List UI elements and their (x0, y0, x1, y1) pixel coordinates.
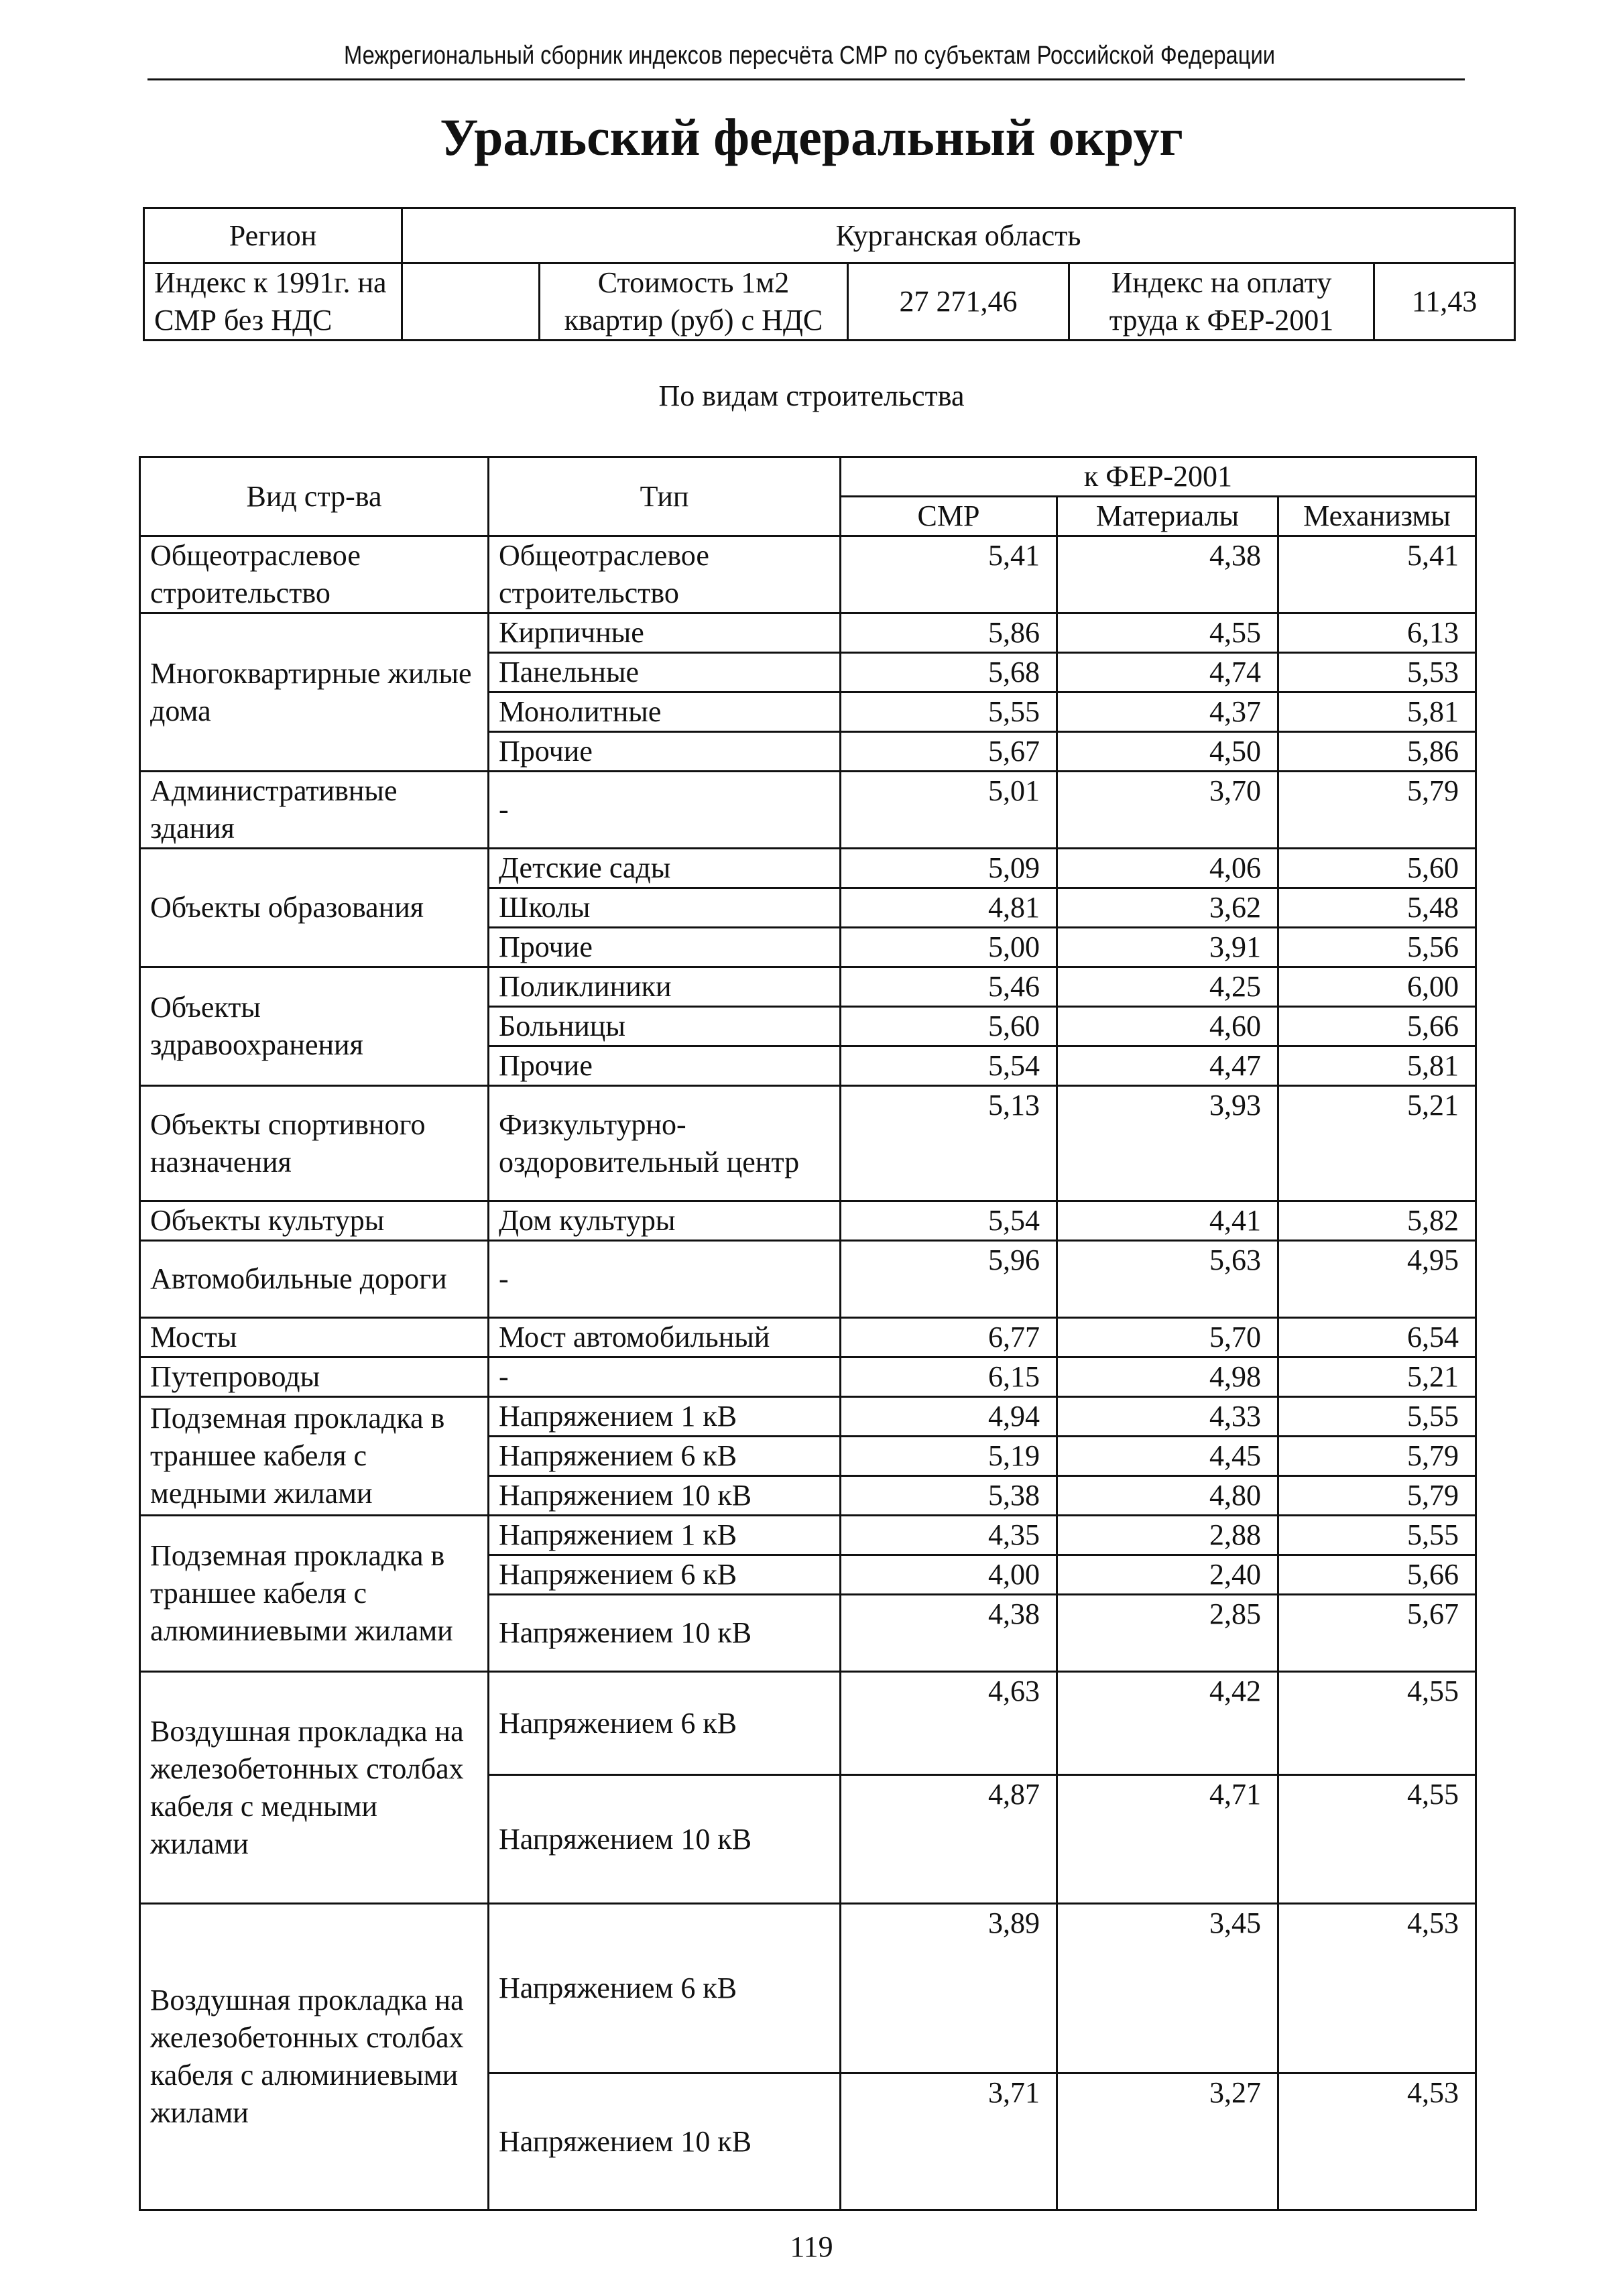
construction-type-cell: Больницы (489, 1007, 841, 1046)
mechanisms-index-cell: 5,56 (1278, 928, 1476, 967)
construction-kind-cell: Автомобильные дороги (140, 1241, 489, 1318)
mechanisms-index-cell: 5,60 (1278, 849, 1476, 888)
materials-index-cell: 3,93 (1057, 1086, 1278, 1201)
region-table (143, 207, 1516, 341)
smr-index-cell: 4,87 (841, 1775, 1057, 1904)
mechanisms-index-cell: 5,81 (1278, 692, 1476, 732)
smr-index-cell: 5,54 (841, 1046, 1057, 1086)
mechanisms-index-cell: 5,66 (1278, 1555, 1476, 1595)
smr-index-cell: 4,35 (841, 1516, 1057, 1555)
mechanisms-index-cell: 5,55 (1278, 1516, 1476, 1555)
header-fer-group: к ФЕР-2001 (841, 457, 1476, 497)
construction-type-cell: Напряжением 6 кВ (489, 1672, 841, 1775)
mechanisms-index-cell: 5,81 (1278, 1046, 1476, 1086)
smr-index-cell: 5,86 (841, 613, 1057, 653)
running-header: Межрегиональный сборник индексов пересчёта СМР по субъектам Российской Федерации (344, 42, 1275, 70)
materials-index-cell: 4,98 (1057, 1357, 1278, 1397)
mechanisms-index-cell: 5,53 (1278, 653, 1476, 692)
construction-type-cell: Мост автомобильный (489, 1318, 841, 1357)
table-row (140, 1397, 1476, 1437)
construction-type-cell: - (489, 1357, 841, 1397)
materials-index-cell: 2,40 (1057, 1555, 1278, 1595)
table-row (140, 1516, 1476, 1555)
materials-index-cell: 4,45 (1057, 1437, 1278, 1476)
construction-type-cell: Напряжением 10 кВ (489, 1595, 841, 1672)
construction-type-cell: - (489, 1241, 841, 1318)
smr-index-cell: 4,38 (841, 1595, 1057, 1672)
index-label: Индекс к 1991г. на СМР без НДС (144, 263, 402, 341)
construction-kind-cell: Воздушная прокладка на железобетонных столбах кабеля с алюминиевыми жилами (140, 1904, 489, 2210)
smr-index-cell: 5,38 (841, 1476, 1057, 1516)
smr-index-cell: 3,71 (841, 2073, 1057, 2210)
mechanisms-index-cell: 6,54 (1278, 1318, 1476, 1357)
construction-type-cell: Напряжением 10 кВ (489, 1476, 841, 1516)
materials-index-cell: 4,47 (1057, 1046, 1278, 1086)
construction-kind-cell: Объекты здравоохранения (140, 967, 489, 1086)
smr-index-cell: 5,67 (841, 732, 1057, 772)
construction-kind-cell: Объекты спортивного назначения (140, 1086, 489, 1201)
table-row (140, 1672, 1476, 1775)
smr-index-cell: 6,77 (841, 1318, 1057, 1357)
materials-index-cell: 4,38 (1057, 536, 1278, 613)
construction-kind-cell: Объекты образования (140, 849, 489, 967)
smr-index-cell: 5,00 (841, 928, 1057, 967)
materials-index-cell: 4,60 (1057, 1007, 1278, 1046)
smr-index-cell: 4,94 (841, 1397, 1057, 1437)
construction-type-cell: Общеотраслевое строительство (489, 536, 841, 613)
smr-index-cell: 5,19 (841, 1437, 1057, 1476)
smr-index-cell: 5,41 (841, 536, 1057, 613)
table-row (140, 967, 1476, 1007)
materials-index-cell: 4,80 (1057, 1476, 1278, 1516)
table-row (140, 1357, 1476, 1397)
construction-type-cell: Напряжением 1 кВ (489, 1516, 841, 1555)
table-row (140, 536, 1476, 613)
construction-type-cell: Монолитные (489, 692, 841, 732)
mechanisms-index-cell: 5,79 (1278, 772, 1476, 849)
materials-index-cell: 4,71 (1057, 1775, 1278, 1904)
construction-type-cell: Напряжением 1 кВ (489, 1397, 841, 1437)
construction-index-table (139, 456, 1477, 2211)
smr-index-cell: 4,63 (841, 1672, 1057, 1775)
mechanisms-index-cell: 5,21 (1278, 1357, 1476, 1397)
mechanisms-index-cell: 4,53 (1278, 2073, 1476, 2210)
region-label: Регион (144, 208, 402, 263)
mechanisms-index-cell: 5,86 (1278, 732, 1476, 772)
table-row (140, 1904, 1476, 2073)
header-kind: Вид стр-ва (140, 457, 489, 536)
construction-type-cell: Напряжением 6 кВ (489, 1555, 841, 1595)
header-type: Тип (489, 457, 841, 536)
construction-type-cell: Напряжением 6 кВ (489, 1437, 841, 1476)
construction-type-cell: Дом культуры (489, 1201, 841, 1241)
mechanisms-index-cell: 4,95 (1278, 1241, 1476, 1318)
materials-index-cell: 3,45 (1057, 1904, 1278, 2073)
construction-kind-cell: Административные здания (140, 772, 489, 849)
construction-kind-cell: Воздушная прокладка на железобетонных столбах кабеля с медными жилами (140, 1672, 489, 1904)
construction-kind-cell: Мосты (140, 1318, 489, 1357)
index-value (402, 263, 540, 341)
mechanisms-index-cell: 5,41 (1278, 536, 1476, 613)
construction-type-cell: Напряжением 6 кВ (489, 1904, 841, 2073)
table-row (140, 1241, 1476, 1318)
section-title: По видам строительства (658, 379, 965, 412)
labor-index-value: 11,43 (1374, 263, 1515, 341)
smr-index-cell: 5,60 (841, 1007, 1057, 1046)
smr-index-cell: 5,01 (841, 772, 1057, 849)
construction-type-cell: Прочие (489, 1046, 841, 1086)
table-row (140, 1201, 1476, 1241)
header-smr: СМР (841, 497, 1057, 536)
construction-kind-cell: Многоквартирные жилые дома (140, 613, 489, 772)
table-row (140, 1086, 1476, 1201)
materials-index-cell: 5,63 (1057, 1241, 1278, 1318)
construction-type-cell: Детские сады (489, 849, 841, 888)
materials-index-cell: 4,33 (1057, 1397, 1278, 1437)
labor-index-label: Индекс на оплату труда к ФЕР-2001 (1069, 263, 1374, 341)
mechanisms-index-cell: 5,66 (1278, 1007, 1476, 1046)
smr-index-cell: 4,00 (841, 1555, 1057, 1595)
mechanisms-index-cell: 5,79 (1278, 1476, 1476, 1516)
construction-type-cell: Прочие (489, 928, 841, 967)
region-value: Курганская область (402, 208, 1515, 263)
smr-index-cell: 5,68 (841, 653, 1057, 692)
table-row (140, 1318, 1476, 1357)
cost-label: Стоимость 1м2 квартир (руб) с НДС (540, 263, 848, 341)
smr-index-cell: 5,55 (841, 692, 1057, 732)
header-mechanisms: Механизмы (1278, 497, 1476, 536)
page-number: 119 (790, 2230, 833, 2263)
table-row (140, 849, 1476, 888)
mechanisms-index-cell: 6,13 (1278, 613, 1476, 653)
materials-index-cell: 4,55 (1057, 613, 1278, 653)
smr-index-cell: 5,96 (841, 1241, 1057, 1318)
mechanisms-index-cell: 5,79 (1278, 1437, 1476, 1476)
smr-index-cell: 6,15 (841, 1357, 1057, 1397)
smr-index-cell: 4,81 (841, 888, 1057, 928)
construction-type-cell: Напряжением 10 кВ (489, 1775, 841, 1904)
smr-index-cell: 5,46 (841, 967, 1057, 1007)
cost-value: 27 271,46 (848, 263, 1069, 341)
construction-kind-cell: Подземная прокладка в траншее кабеля с алюминиевыми жилами (140, 1516, 489, 1672)
materials-index-cell: 4,25 (1057, 967, 1278, 1007)
construction-type-cell: Напряжением 10 кВ (489, 2073, 841, 2210)
construction-type-cell: Физкультурно-оздоровительный центр (489, 1086, 841, 1201)
construction-type-cell: Панельные (489, 653, 841, 692)
mechanisms-index-cell: 5,48 (1278, 888, 1476, 928)
construction-type-cell: Поликлиники (489, 967, 841, 1007)
mechanisms-index-cell: 5,55 (1278, 1397, 1476, 1437)
mechanisms-index-cell: 5,82 (1278, 1201, 1476, 1241)
materials-index-cell: 4,42 (1057, 1672, 1278, 1775)
mechanisms-index-cell: 5,67 (1278, 1595, 1476, 1672)
construction-type-cell: Школы (489, 888, 841, 928)
materials-index-cell: 3,62 (1057, 888, 1278, 928)
materials-index-cell: 3,27 (1057, 2073, 1278, 2210)
materials-index-cell: 4,41 (1057, 1201, 1278, 1241)
mechanisms-index-cell: 4,55 (1278, 1775, 1476, 1904)
construction-kind-cell: Объекты культуры (140, 1201, 489, 1241)
construction-kind-cell: Путепроводы (140, 1357, 489, 1397)
smr-index-cell: 3,89 (841, 1904, 1057, 2073)
materials-index-cell: 3,91 (1057, 928, 1278, 967)
materials-index-cell: 3,70 (1057, 772, 1278, 849)
mechanisms-index-cell: 6,00 (1278, 967, 1476, 1007)
materials-index-cell: 5,70 (1057, 1318, 1278, 1357)
smr-index-cell: 5,54 (841, 1201, 1057, 1241)
construction-type-cell: - (489, 772, 841, 849)
materials-index-cell: 4,74 (1057, 653, 1278, 692)
smr-index-cell: 5,09 (841, 849, 1057, 888)
page-title: Уральский федеральный округ (440, 108, 1183, 166)
mechanisms-index-cell: 4,53 (1278, 1904, 1476, 2073)
materials-index-cell: 4,37 (1057, 692, 1278, 732)
construction-type-cell: Прочие (489, 732, 841, 772)
materials-index-cell: 2,85 (1057, 1595, 1278, 1672)
construction-type-cell: Кирпичные (489, 613, 841, 653)
header-materials: Материалы (1057, 497, 1278, 536)
mechanisms-index-cell: 5,21 (1278, 1086, 1476, 1201)
table-row (140, 772, 1476, 849)
mechanisms-index-cell: 4,55 (1278, 1672, 1476, 1775)
materials-index-cell: 4,50 (1057, 732, 1278, 772)
materials-index-cell: 4,06 (1057, 849, 1278, 888)
header-rule (147, 78, 1465, 80)
materials-index-cell: 2,88 (1057, 1516, 1278, 1555)
smr-index-cell: 5,13 (841, 1086, 1057, 1201)
construction-kind-cell: Общеотраслевое строительство (140, 536, 489, 613)
table-row (140, 613, 1476, 653)
construction-kind-cell: Подземная прокладка в траншее кабеля с медными жилами (140, 1397, 489, 1516)
